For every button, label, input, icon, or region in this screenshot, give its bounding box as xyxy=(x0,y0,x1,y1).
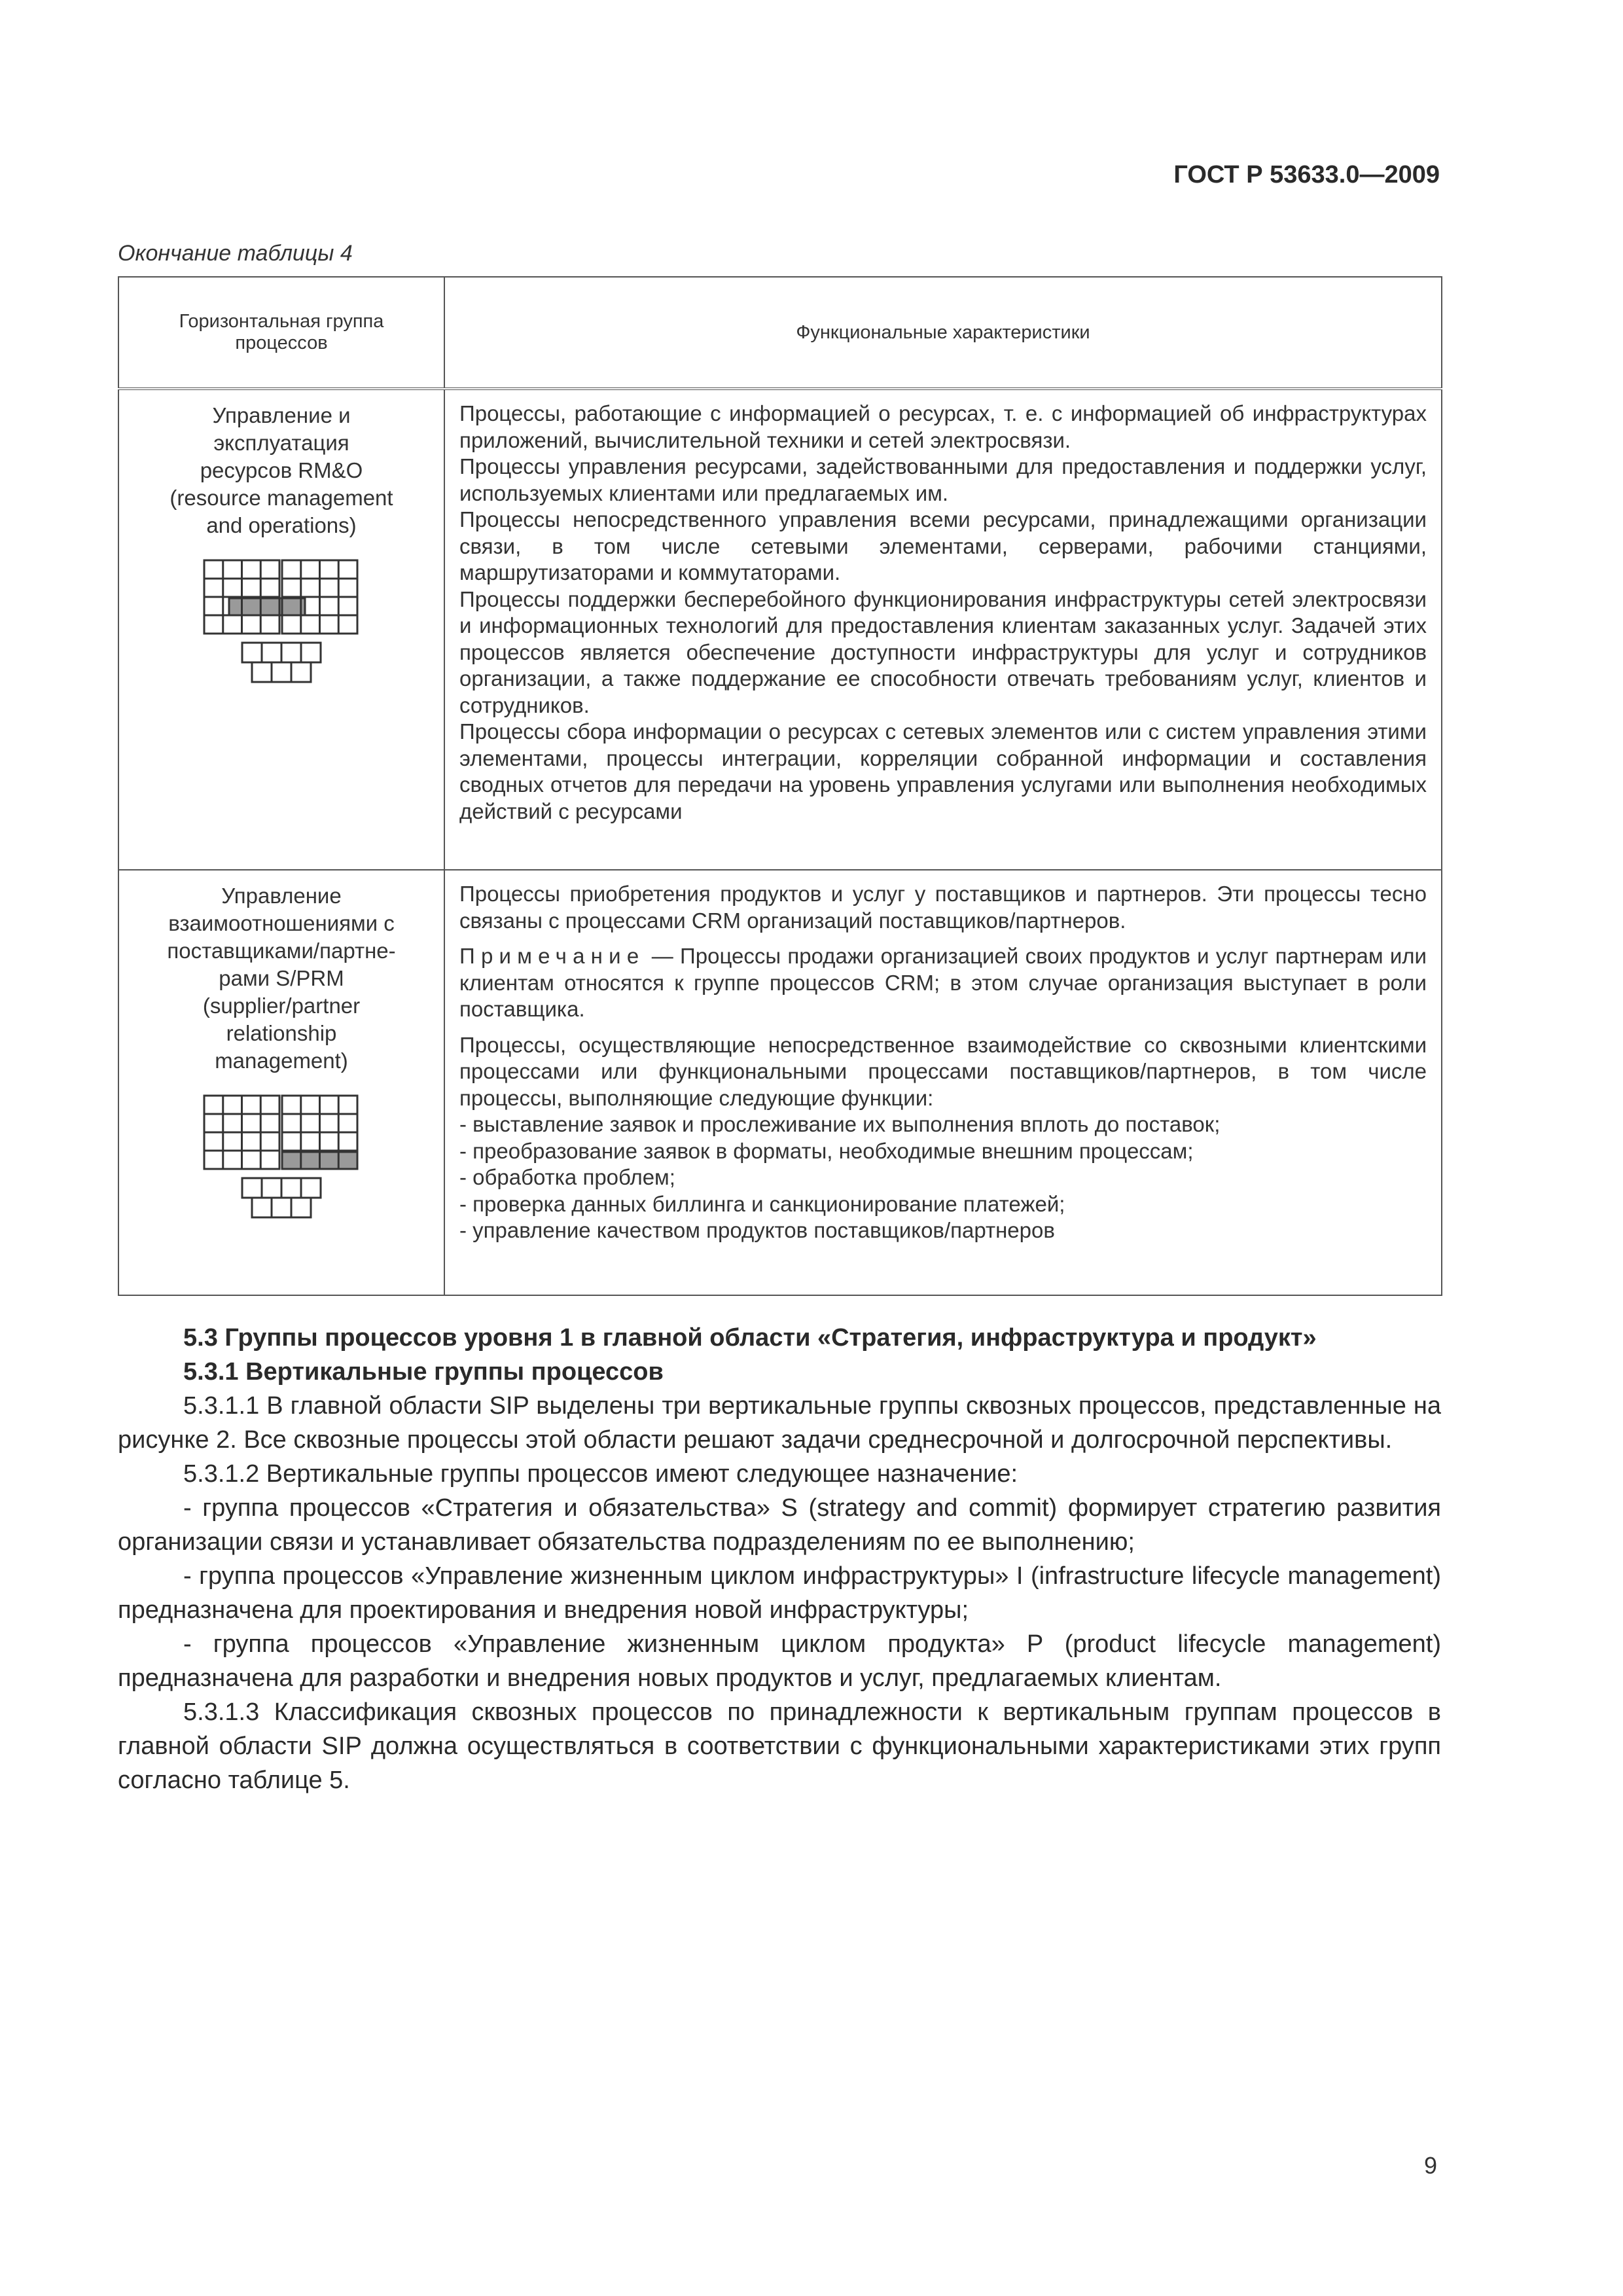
list-item-strategy: - группа процессов «Стратегия и обязательства» S (strategy and commit) формирует стратегию развития организации связи и устанавливает обязательства подразделениям по ее выполнению; xyxy=(118,1494,1441,1556)
table-row-rmo xyxy=(118,389,1442,870)
col-header-group: Горизонтальная группа процессов xyxy=(118,277,444,389)
list-item-product: - группа процессов «Управление жизненным циклом продукта» P (product lifecycle management) предназначена для разработки и внедрения новых продуктов и услуг, предлагаемых клиентам. xyxy=(118,1630,1441,1692)
list-item-infrastructure: - группа процессов «Управление жизненным циклом инфраструктуры» I (infrastructure lifecycle management) предназначена для проектирования и внедрения новой инфраструктуры; xyxy=(118,1562,1441,1624)
section-heading-5-3: 5.3 Группы процессов уровня 1 в главной области «Стратегия, инфраструктура и продукт» xyxy=(183,1324,1317,1352)
clause-5-3-1-2: 5.3.1.2 Вертикальные группы процессов имеют следующее назначение: xyxy=(183,1460,1018,1488)
group-name-line: (resource management xyxy=(169,486,393,510)
group-name-line: management) xyxy=(215,1049,348,1073)
group-name-line: ресурсов RM&O xyxy=(200,458,363,482)
characteristic-paragraph: Процессы непосредственного управления всеми ресурсами, принадлежащими организации связи, в том числе сетевыми элементами, серверами, рабочими станциями, маршрутизаторами и коммутаторами. xyxy=(459,507,1427,584)
group-cell-sprm xyxy=(118,870,444,1295)
clause-5-3-1-3: 5.3.1.3 Классификация сквозных процессов по принадлежности к вертикальным группам процессов в главной области SIP должна осуществляться в соответствии с функциональными характеристиками этих групп согласно таблице 5. xyxy=(118,1698,1441,1794)
process-matrix-icon-sprm xyxy=(203,1094,360,1225)
group-name-line: рами S/PRM xyxy=(219,966,344,990)
characteristics-cell-sprm xyxy=(444,870,1442,1295)
note-label: Примечание xyxy=(459,944,645,968)
function-list-item: - обработка проблем; xyxy=(459,1165,675,1189)
table-row-sprm xyxy=(118,870,1442,1295)
process-groups-table xyxy=(118,276,1442,1296)
group-name-line: поставщиками/партне- xyxy=(167,939,396,963)
table-header-row xyxy=(118,277,1442,389)
section-heading-5-3-1: 5.3.1 Вертикальные группы процессов xyxy=(183,1358,664,1386)
characteristic-paragraph: Процессы, осуществляющие непосредственное взаимодействие со сквозными клиентскими процессами или функциональными процессами поставщиков/партнеров, в том числе процессы, выполняющие следующие функции: xyxy=(459,1032,1427,1110)
group-name-line: Управление и xyxy=(212,403,351,427)
function-list-item: - управление качеством продуктов поставщиков/партнеров xyxy=(459,1218,1055,1242)
function-list-item: - преобразование заявок в форматы, необходимые внешним процессам; xyxy=(459,1138,1194,1163)
clause-5-3-1-1: 5.3.1.1 В главной области SIP выделены три вертикальные группы сквозных процессов, представленные на рисунке 2. Все сквозные процессы этой области решают задачи среднесрочной и долгосрочной перспективы. xyxy=(118,1392,1441,1454)
doc-code-header: ГОСТ Р 53633.0—2009 xyxy=(1173,161,1440,188)
note-paragraph xyxy=(459,943,1427,1023)
characteristics-cell-rmo xyxy=(444,389,1442,870)
note-text: — Процессы продажи организацией своих продуктов и услуг партнерам или клиентам относятся к группе процессов CRM; в этом случае организация выступает в роли поставщика. xyxy=(459,944,1427,1021)
function-list-item: - выставление заявок и прослеживание их выполнения вплоть до поставок; xyxy=(459,1112,1221,1136)
group-name-line: and operations) xyxy=(206,513,357,537)
table-caption: Окончание таблицы 4 xyxy=(118,241,353,266)
group-name-line: взаимоотношениями с xyxy=(168,911,395,935)
group-name-line: (supplier/partner xyxy=(202,994,361,1018)
section-body xyxy=(118,1321,1441,1797)
characteristic-paragraph: Процессы управления ресурсами, задействованными для предоставления и поддержки услуг, используемых клиентами или предлагаемых им. xyxy=(459,454,1427,505)
characteristic-paragraph: Процессы приобретения продуктов и услуг у поставщиков и партнеров. Эти процессы тесно связаны с процессами CRM организаций поставщиков/партнеров. xyxy=(459,882,1427,933)
characteristic-paragraph: Процессы, работающие с информацией о ресурсах, т. е. с информацией об инфраструктурах приложений, вычислительной техники и сетей электросвязи. xyxy=(459,401,1427,452)
col-header-characteristics: Функциональные характеристики xyxy=(444,277,1442,389)
function-list-item: - проверка данных биллинга и санкционирование платежей; xyxy=(459,1191,1065,1216)
process-matrix-icon-rmo xyxy=(203,559,360,690)
page-number: 9 xyxy=(1423,2152,1437,2179)
group-name-line: эксплуатация xyxy=(213,431,349,455)
group-cell-rmo xyxy=(118,389,444,870)
characteristic-paragraph: Процессы поддержки бесперебойного функционирования инфраструктуры сетей электросвязи и информационных технологий для предоставления клиентам заказанных услуг. Задачей этих процессов является обеспечение доступности инфраструктуры для услуг и сотрудников организации, а также поддержание ее способности отвечать требованиям услуг, клиентов и сотрудников. xyxy=(459,586,1427,717)
group-name-line: relationship xyxy=(226,1021,337,1045)
group-name-line: Управление xyxy=(221,884,342,908)
characteristic-paragraph: Процессы сбора информации о ресурсах с сетевых элементов или с систем управления этими элементами, процессы интеграции, корреляции собранной информации и составления сводных отчетов для передачи на уровень управления услугами или выполнения необходимых действий с ресурсами xyxy=(459,719,1427,823)
